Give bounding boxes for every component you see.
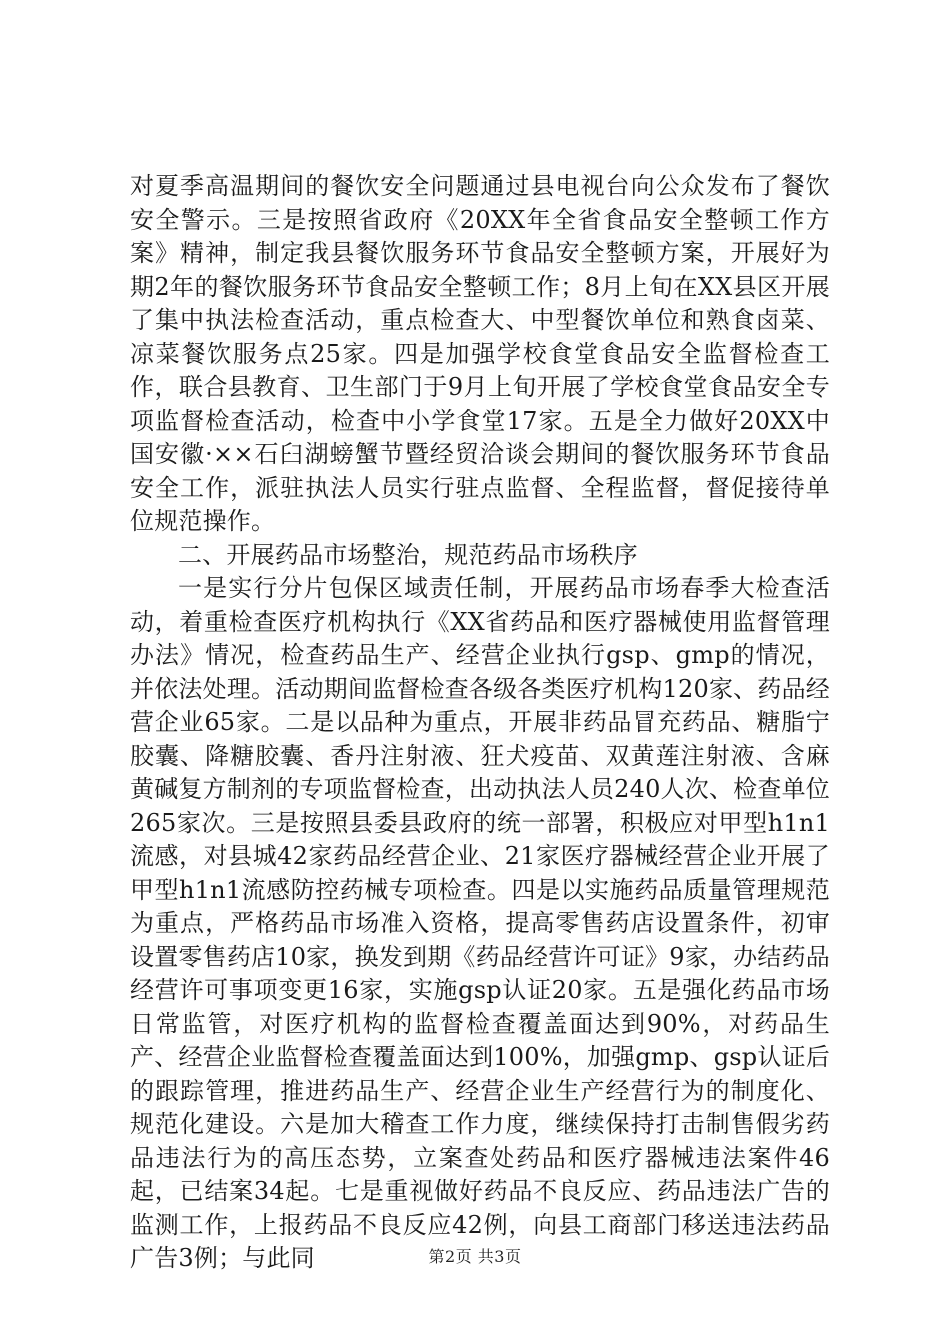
paragraph-drug-market-measures: 一是实行分片包保区域责任制，开展药品市场春季大检查活动，着重检查医疗机构执行《XX省药品和医疗器械使用监督管理办法》情况，检查药品生产、经营企业执行gsp、gmp的情况，并依法处理。活动期间监督检查各级各类医疗机构120家、药品经营企业65家。二是以品种为重点，开展非药品冒充药品、糖脂宁胶囊、降糖胶囊、香丹注射液、狂犬疫苗、双黄莲注射液、含麻黄碱复方制剂的专项监督检查，出动执法人员240人次、检查单位265家次。三是按照县委县政府的统一部署，积极应对甲型h1n1流感，对县城42家药品经营企业、21家医疗器械经营企业开展了甲型h1n1流感防控药械专项检查。四是以实施药品质量管理规范为重点，严格药品市场准入资格，提高零售药店设置条件，初审设置零售药店10家，换发到期《药品经营许可证》9家，办结药品经营许可事项变更16家，实施gsp认证20家。五是强化药品市场日常监管，对医疗机构的监督检查覆盖面达到90%，对药品生产、经营企业监督检查覆盖面达到100%，加强gmp、gsp认证后的跟踪管理，推进药品生产、经营企业生产经营行为的制度化、规范化建设。六是加大稽查工作力度，继续保持打击制售假劣药品违法行为的高压态势，立案查处药品和医疗器械违法案件46起，已结案34起。七是重视做好药品不良反应、药品违法广告的监测工作，上报药品不良反应42例，向县工商部门移送违法药品广告3例；与此同	[130, 574, 830, 1272]
page-footer: 第2页 共3页	[428, 1247, 522, 1266]
paragraph-food-safety-continued: 对夏季高温期间的餐饮安全问题通过县电视台向公众发布了餐饮安全警示。三是按照省政府《20XX年全省食品安全整顿工作方案》精神，制定我县餐饮服务环节食品安全整顿方案，开展好为期2年的餐饮服务环节食品安全整顿工作；8月上旬在XX县区开展了集中执法检查活动，重点检查大、中型餐饮单位和熟食卤菜、凉菜餐饮服务点25家。四是加强学校食堂食品安全监督检查工作，联合县教育、卫生部门于9月上旬开展了学校食堂食品安全专项监督检查活动，检查中小学食堂17家。五是全力做好20XX中国安徽·××石臼湖螃蟹节暨经贸洽谈会期间的餐饮服务环节食品安全工作，派驻执法人员实行驻点监督、全程监督，督促接待单位规范操作。	[130, 172, 830, 535]
document-body	[130, 170, 830, 1276]
section-heading-drug-market: 二、开展药品市场整治，规范药品市场秩序	[178, 540, 638, 569]
